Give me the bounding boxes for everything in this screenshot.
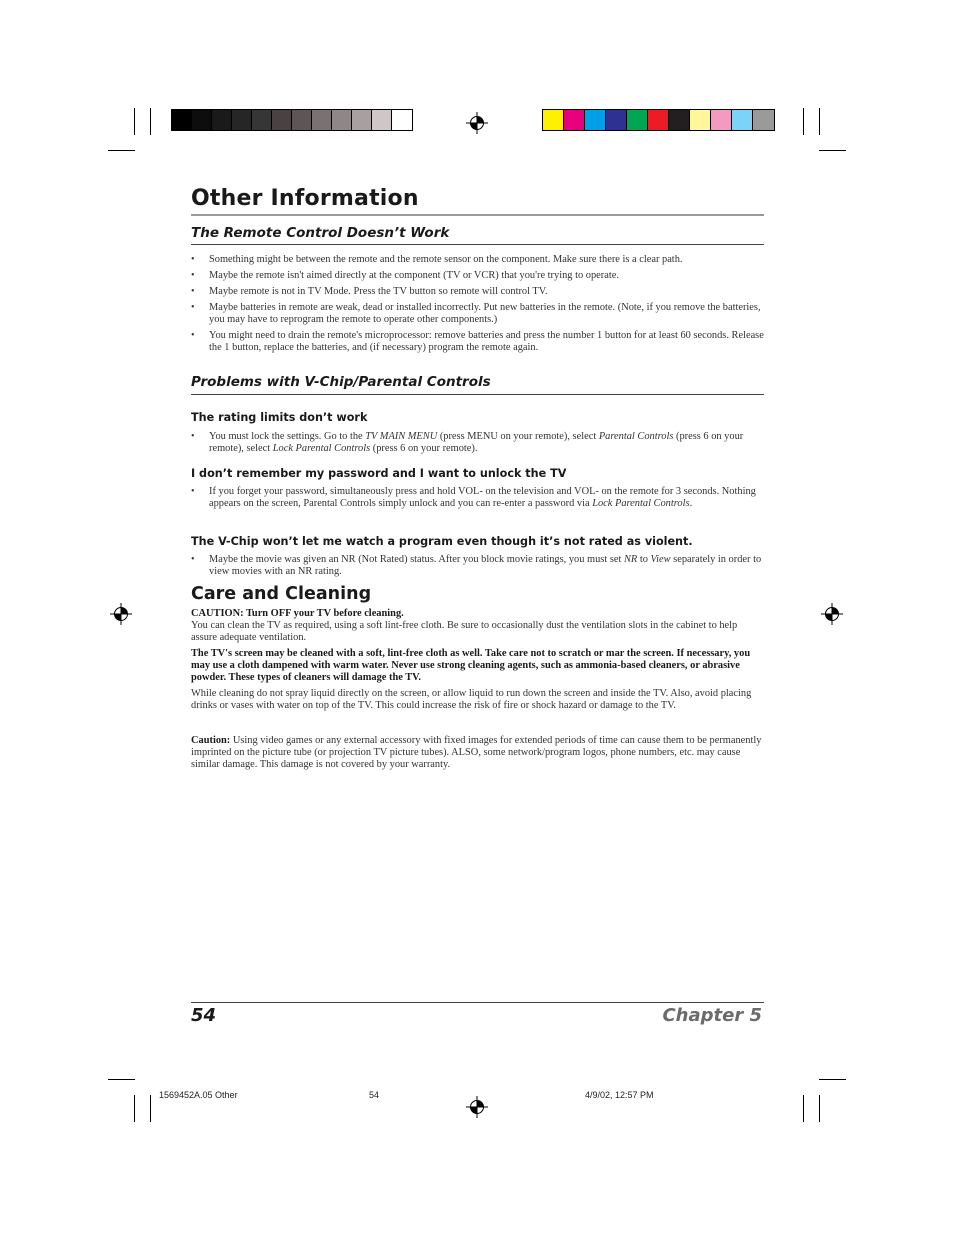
list-item: • Maybe the movie was given an NR (Not Rated) status. After you block movie ratings, you must set NR to View separately in order to view movies with an NR rating. [191,554,764,578]
crop-mark [108,1079,135,1080]
crop-mark [150,1095,151,1122]
care-caution-heading: CAUTION: Turn OFF your TV before cleaning. [191,608,404,619]
registration-mark-icon [466,112,488,134]
color-swatch [392,110,412,130]
color-swatch [585,110,606,130]
page-title: Other Information [191,186,419,211]
color-swatch [332,110,352,130]
color-swatch [648,110,669,130]
chapter-label: Chapter 5 [662,1005,762,1026]
section-rule [191,244,764,245]
process-color-bar [542,109,775,131]
subheading-password: I don’t remember my password and I want to unlock the TV [191,467,567,480]
grayscale-color-bar [171,109,413,131]
footer-rule [191,1002,764,1003]
color-swatch [292,110,312,130]
color-swatch [232,110,252,130]
color-swatch [669,110,690,130]
crop-mark [134,108,135,135]
password-list [191,486,764,514]
color-swatch [212,110,232,130]
section-rule [191,394,764,395]
color-swatch [312,110,332,130]
color-swatch [606,110,627,130]
registration-mark-icon [466,1096,488,1118]
registration-mark-icon [821,603,843,625]
crop-mark [150,108,151,135]
color-swatch [192,110,212,130]
color-swatch [352,110,372,130]
care-screen-paragraph: The TV's screen may be cleaned with a soft, lint-free cloth as well. Take care not to scratch or mar the screen. If necessary, you may use a cloth dampened with warm water. Never use strong cleaning agents, such as ammonia-based cleaners, or abrasive powder. These types of cleaners will damage the TV. [191,648,751,683]
color-swatch [252,110,272,130]
subheading-rating-limits: The rating limits don’t work [191,411,368,424]
color-swatch [172,110,192,130]
slug-datetime: 4/9/02, 12:57 PM [585,1090,654,1100]
color-swatch [711,110,732,130]
slug-page: 54 [369,1090,380,1100]
rating-limits-list [191,431,764,459]
list-item: • Maybe the remote isn't aimed directly at the component (TV or VCR) that you're trying to operate. [191,270,764,282]
color-swatch [272,110,292,130]
color-swatch [732,110,753,130]
color-swatch [753,110,774,130]
subheading-not-rated: The V-Chip won’t let me watch a program even though it’s not rated as violent. [191,535,693,548]
page-number: 54 [191,1005,217,1026]
care-paragraph: You can clean the TV as required, using a soft lint-free cloth. Be sure to occasionally dust the ventilation slots in the cabinet to help assure adequate ventilation. [191,620,738,643]
crop-mark [819,1079,846,1080]
section-heading-care: Care and Cleaning [191,584,372,604]
color-swatch [543,110,564,130]
crop-mark [819,150,846,151]
list-item: • Maybe remote is not in TV Mode. Press the TV button so remote will control TV. [191,286,764,298]
care-caution-paragraph: Caution: Using video games or any external accessory with fixed images for extended periods of time can cause them to be permanently imprinted on the picture tube (or projection TV picture tubes). ALSO, some network/program logos, phone numbers, etc. may cause similar damage. This damage is not covered by your warranty. [191,735,762,770]
color-swatch [564,110,585,130]
list-item: • You must lock the settings. Go to the TV MAIN MENU (press MENU on your remote), select Parental Controls (press 6 on your remote), select Lock Parental Controls (press 6 on your remote). [191,431,764,455]
registration-mark-icon [110,603,132,625]
care-liquid-paragraph: While cleaning do not spray liquid directly on the screen, or allow liquid to run down the screen and inside the TV. Also, avoid placing drinks or vases with water on top of the TV. This could increase the risk of fire or shock hazard or damage to the TV. [191,688,752,711]
crop-mark [108,150,135,151]
section-heading-remote: The Remote Control Doesn’t Work [191,225,450,241]
crop-mark [803,108,804,135]
list-item: • Something might be between the remote and the remote sensor on the component. Make sure there is a clear path. [191,254,764,266]
color-swatch [627,110,648,130]
list-item: • If you forget your password, simultaneously press and hold VOL- on the television and VOL- on the remote for 3 seconds. Nothing appears on the screen, Parental Controls simply unlock and you can re-enter a password via Lock Parental Controls. [191,486,764,510]
color-swatch [690,110,711,130]
title-rule [191,214,764,216]
slug-filename: 1569452A.05 Other [159,1090,238,1100]
crop-mark [803,1095,804,1122]
crop-mark [819,1095,820,1122]
list-item: • You might need to drain the remote's microprocessor: remove batteries and press the number 1 button for at least 60 seconds. Release the 1 button, replace the batteries, and (if necessary) program the remote again. [191,330,764,354]
color-swatch [372,110,392,130]
not-rated-list [191,554,764,582]
crop-mark [819,108,820,135]
remote-troubleshoot-list [191,254,764,358]
section-heading-vchip: Problems with V-Chip/Parental Controls [191,374,491,390]
list-item: • Maybe batteries in remote are weak, dead or installed incorrectly. Put new batteries in the remote. (Note, if you remove the batteries, you may have to reprogram the remote to operate other components.) [191,302,764,326]
crop-mark [134,1095,135,1122]
